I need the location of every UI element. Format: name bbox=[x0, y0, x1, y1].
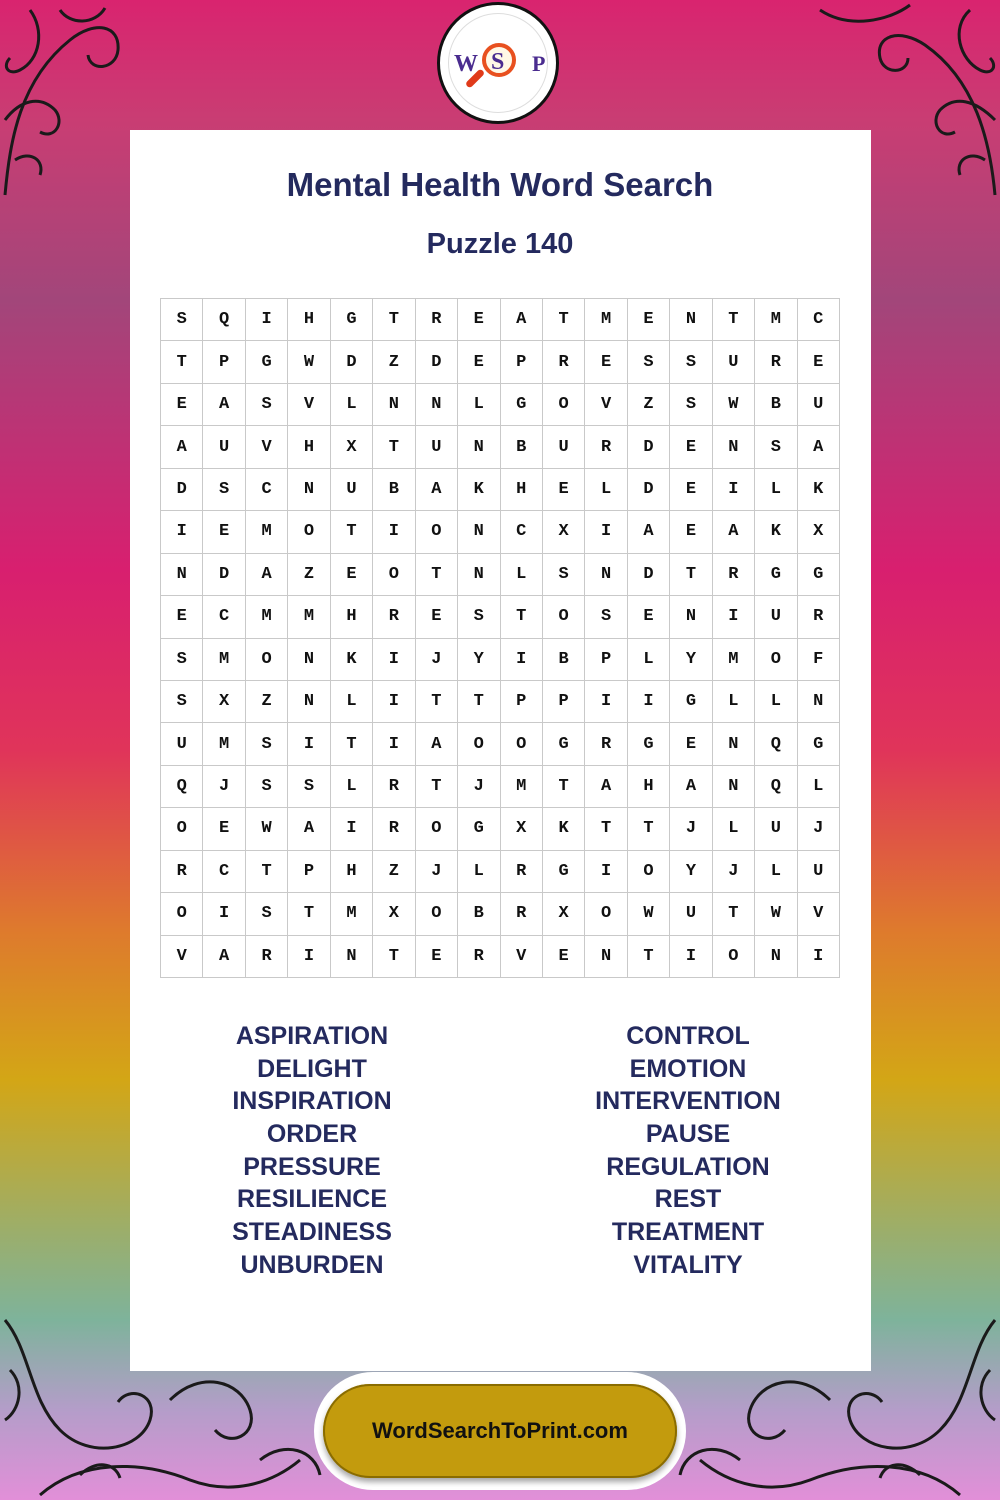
grid-cell[interactable]: G bbox=[628, 723, 670, 765]
grid-cell[interactable]: S bbox=[585, 596, 627, 638]
grid-cell[interactable]: T bbox=[373, 426, 415, 468]
word-list-item: REGULATION bbox=[606, 1152, 770, 1181]
grid-cell[interactable]: S bbox=[161, 681, 203, 723]
grid-cell[interactable]: P bbox=[543, 681, 585, 723]
grid-cell[interactable]: H bbox=[628, 766, 670, 808]
grid-cell[interactable]: A bbox=[585, 766, 627, 808]
grid-cell[interactable]: R bbox=[373, 596, 415, 638]
grid-cell[interactable]: N bbox=[798, 681, 840, 723]
grid-cell[interactable]: V bbox=[288, 384, 330, 426]
logo-letter-p: P bbox=[532, 51, 546, 76]
grid-cell[interactable]: W bbox=[713, 384, 755, 426]
grid-cell[interactable]: X bbox=[501, 808, 543, 850]
grid-cell[interactable]: N bbox=[161, 554, 203, 596]
grid-cell[interactable]: A bbox=[670, 766, 712, 808]
word-list-item: RESILIENCE bbox=[236, 1185, 388, 1214]
grid-cell[interactable]: U bbox=[543, 426, 585, 468]
grid-cell[interactable]: F bbox=[798, 639, 840, 681]
grid-cell[interactable]: R bbox=[543, 341, 585, 383]
grid-cell[interactable]: L bbox=[713, 808, 755, 850]
grid-cell[interactable]: O bbox=[373, 554, 415, 596]
grid-cell[interactable]: H bbox=[501, 469, 543, 511]
grid-cell[interactable]: Y bbox=[670, 639, 712, 681]
grid-cell[interactable]: D bbox=[161, 469, 203, 511]
grid-cell[interactable]: E bbox=[628, 299, 670, 341]
word-list-item: ORDER bbox=[266, 1120, 358, 1149]
grid-cell[interactable]: V bbox=[501, 936, 543, 978]
grid-cell[interactable]: E bbox=[670, 723, 712, 765]
grid-cell[interactable]: T bbox=[331, 511, 373, 553]
grid-cell[interactable]: U bbox=[161, 723, 203, 765]
grid-cell[interactable]: S bbox=[543, 554, 585, 596]
grid-cell[interactable]: L bbox=[501, 554, 543, 596]
grid-cell[interactable]: G bbox=[543, 851, 585, 893]
grid-cell[interactable]: B bbox=[755, 384, 797, 426]
grid-cell[interactable]: A bbox=[713, 511, 755, 553]
grid-cell[interactable]: E bbox=[628, 596, 670, 638]
grid-cell[interactable]: G bbox=[543, 723, 585, 765]
grid-cell[interactable]: M bbox=[501, 766, 543, 808]
grid-cell[interactable]: E bbox=[416, 596, 458, 638]
grid-cell[interactable]: I bbox=[373, 723, 415, 765]
grid-cell[interactable]: E bbox=[161, 384, 203, 426]
grid-cell[interactable]: M bbox=[246, 511, 288, 553]
grid-cell[interactable]: O bbox=[713, 936, 755, 978]
grid-cell[interactable]: R bbox=[585, 426, 627, 468]
grid-cell[interactable]: M bbox=[246, 596, 288, 638]
grid-cell[interactable]: U bbox=[798, 384, 840, 426]
grid-cell[interactable]: O bbox=[246, 639, 288, 681]
grid-cell[interactable]: N bbox=[288, 639, 330, 681]
grid-cell[interactable]: L bbox=[628, 639, 670, 681]
grid-cell[interactable]: N bbox=[755, 936, 797, 978]
grid-cell[interactable]: T bbox=[628, 936, 670, 978]
grid-cell[interactable]: G bbox=[798, 554, 840, 596]
grid-cell[interactable]: U bbox=[203, 426, 245, 468]
word-list-item: UNBURDEN bbox=[240, 1250, 384, 1279]
grid-cell[interactable]: X bbox=[331, 426, 373, 468]
grid-cell[interactable]: W bbox=[246, 808, 288, 850]
grid-cell[interactable]: N bbox=[416, 384, 458, 426]
grid-cell[interactable]: K bbox=[755, 511, 797, 553]
grid-cell[interactable]: N bbox=[458, 511, 500, 553]
grid-cell[interactable]: C bbox=[501, 511, 543, 553]
grid-cell[interactable]: I bbox=[203, 893, 245, 935]
grid-cell[interactable]: O bbox=[543, 596, 585, 638]
grid-cell[interactable]: S bbox=[670, 384, 712, 426]
word-list-item: CONTROL bbox=[626, 1022, 750, 1050]
word-list-item: INTERVENTION bbox=[595, 1087, 781, 1116]
grid-cell[interactable]: U bbox=[755, 808, 797, 850]
grid-cell[interactable]: O bbox=[416, 511, 458, 553]
grid-cell[interactable]: T bbox=[543, 766, 585, 808]
grid-cell[interactable]: A bbox=[798, 426, 840, 468]
grid-cell[interactable]: R bbox=[755, 341, 797, 383]
grid-cell[interactable]: T bbox=[246, 851, 288, 893]
grid-cell[interactable]: J bbox=[713, 851, 755, 893]
site-link-button[interactable]: WordSearchToPrint.com bbox=[323, 1384, 677, 1478]
grid-cell[interactable]: N bbox=[670, 299, 712, 341]
grid-cell[interactable]: M bbox=[331, 893, 373, 935]
grid-cell[interactable]: I bbox=[501, 639, 543, 681]
grid-cell[interactable]: I bbox=[713, 596, 755, 638]
grid-cell[interactable]: R bbox=[501, 893, 543, 935]
grid-cell[interactable]: U bbox=[713, 341, 755, 383]
grid-cell[interactable]: O bbox=[543, 384, 585, 426]
grid-cell[interactable]: S bbox=[246, 384, 288, 426]
grid-cell[interactable]: I bbox=[288, 936, 330, 978]
grid-cell[interactable]: C bbox=[798, 299, 840, 341]
grid-cell[interactable]: G bbox=[331, 299, 373, 341]
grid-cell[interactable]: J bbox=[203, 766, 245, 808]
grid-cell[interactable]: B bbox=[373, 469, 415, 511]
grid-cell[interactable]: G bbox=[501, 384, 543, 426]
grid-cell[interactable]: J bbox=[670, 808, 712, 850]
grid-cell[interactable]: P bbox=[501, 341, 543, 383]
grid-cell[interactable]: N bbox=[670, 596, 712, 638]
grid-cell[interactable]: T bbox=[416, 554, 458, 596]
grid-cell[interactable]: T bbox=[373, 936, 415, 978]
grid-cell[interactable]: L bbox=[331, 384, 373, 426]
grid-cell[interactable]: L bbox=[458, 384, 500, 426]
logo-letter-s: S bbox=[491, 49, 505, 75]
grid-cell[interactable]: Q bbox=[755, 766, 797, 808]
grid-cell[interactable]: Q bbox=[203, 299, 245, 341]
grid-cell[interactable]: U bbox=[798, 851, 840, 893]
grid-cell[interactable]: E bbox=[543, 469, 585, 511]
grid-cell[interactable]: I bbox=[585, 681, 627, 723]
grid-cell[interactable]: M bbox=[203, 723, 245, 765]
grid-cell[interactable]: C bbox=[246, 469, 288, 511]
grid-cell[interactable]: R bbox=[161, 851, 203, 893]
grid-cell[interactable]: I bbox=[628, 681, 670, 723]
grid-cell[interactable]: J bbox=[416, 851, 458, 893]
grid-cell[interactable]: B bbox=[458, 893, 500, 935]
grid-cell[interactable]: T bbox=[501, 596, 543, 638]
grid-cell[interactable]: J bbox=[458, 766, 500, 808]
grid-cell[interactable]: N bbox=[288, 469, 330, 511]
grid-cell[interactable]: E bbox=[670, 511, 712, 553]
grid-cell[interactable]: S bbox=[246, 893, 288, 935]
grid-cell[interactable]: S bbox=[161, 639, 203, 681]
word-list-item: REST bbox=[654, 1185, 722, 1214]
grid-cell[interactable]: V bbox=[798, 893, 840, 935]
grid-cell[interactable]: U bbox=[670, 893, 712, 935]
grid-cell[interactable]: L bbox=[713, 681, 755, 723]
word-list-item: ASPIRATION bbox=[235, 1022, 389, 1050]
grid-cell[interactable]: O bbox=[416, 893, 458, 935]
grid-cell[interactable]: D bbox=[628, 554, 670, 596]
grid-cell[interactable]: Z bbox=[288, 554, 330, 596]
grid-cell[interactable]: O bbox=[458, 723, 500, 765]
grid-cell[interactable]: G bbox=[670, 681, 712, 723]
grid-cell[interactable]: R bbox=[798, 596, 840, 638]
grid-cell[interactable]: Z bbox=[373, 851, 415, 893]
grid-cell[interactable]: E bbox=[670, 469, 712, 511]
grid-cell[interactable]: T bbox=[288, 893, 330, 935]
grid-cell[interactable]: O bbox=[416, 808, 458, 850]
grid-cell[interactable]: C bbox=[203, 596, 245, 638]
grid-cell[interactable]: N bbox=[713, 426, 755, 468]
grid-cell[interactable]: S bbox=[246, 766, 288, 808]
grid-cell[interactable]: T bbox=[331, 723, 373, 765]
grid-cell[interactable]: G bbox=[458, 808, 500, 850]
grid-cell[interactable]: L bbox=[798, 766, 840, 808]
grid-cell[interactable]: X bbox=[543, 511, 585, 553]
grid-cell[interactable]: R bbox=[416, 299, 458, 341]
grid-cell[interactable]: Q bbox=[755, 723, 797, 765]
grid-cell[interactable]: T bbox=[458, 681, 500, 723]
grid-cell[interactable]: I bbox=[585, 851, 627, 893]
grid-cell[interactable]: Y bbox=[458, 639, 500, 681]
grid-cell[interactable]: N bbox=[373, 384, 415, 426]
grid-cell[interactable]: O bbox=[161, 893, 203, 935]
grid-cell[interactable]: N bbox=[585, 554, 627, 596]
grid-cell[interactable]: A bbox=[416, 723, 458, 765]
grid-cell[interactable]: Q bbox=[161, 766, 203, 808]
grid-cell[interactable]: D bbox=[628, 469, 670, 511]
grid-cell[interactable]: E bbox=[161, 596, 203, 638]
grid-cell[interactable]: T bbox=[713, 893, 755, 935]
grid-cell[interactable]: I bbox=[373, 681, 415, 723]
grid-cell[interactable]: T bbox=[585, 808, 627, 850]
grid-cell[interactable]: S bbox=[161, 299, 203, 341]
grid-cell[interactable]: K bbox=[458, 469, 500, 511]
puzzle-number: Puzzle 140 bbox=[426, 228, 574, 260]
grid-cell[interactable]: G bbox=[798, 723, 840, 765]
grid-cell[interactable]: Y bbox=[670, 851, 712, 893]
grid-cell[interactable]: V bbox=[585, 384, 627, 426]
word-list-item: VITALITY bbox=[633, 1250, 743, 1279]
grid-cell[interactable]: T bbox=[713, 299, 755, 341]
grid-cell[interactable]: S bbox=[246, 723, 288, 765]
grid-cell[interactable]: A bbox=[501, 299, 543, 341]
grid-cell[interactable]: O bbox=[501, 723, 543, 765]
grid-cell[interactable]: I bbox=[246, 299, 288, 341]
grid-cell[interactable]: E bbox=[203, 511, 245, 553]
grid-cell[interactable]: E bbox=[331, 554, 373, 596]
grid-cell[interactable]: P bbox=[585, 639, 627, 681]
grid-cell[interactable]: I bbox=[373, 639, 415, 681]
grid-cell[interactable]: B bbox=[543, 639, 585, 681]
word-list-item: INSPIRATION bbox=[232, 1087, 392, 1116]
grid-cell[interactable]: S bbox=[628, 341, 670, 383]
grid-cell[interactable]: O bbox=[628, 851, 670, 893]
grid-cell[interactable]: W bbox=[288, 341, 330, 383]
grid-cell[interactable]: L bbox=[585, 469, 627, 511]
grid-cell[interactable]: E bbox=[670, 426, 712, 468]
grid-cell[interactable]: O bbox=[755, 639, 797, 681]
grid-cell[interactable]: K bbox=[331, 639, 373, 681]
grid-cell[interactable]: S bbox=[670, 341, 712, 383]
grid-cell[interactable]: L bbox=[755, 469, 797, 511]
word-list-item: EMOTION bbox=[629, 1054, 747, 1083]
grid-cell[interactable]: T bbox=[161, 341, 203, 383]
grid-cell[interactable]: M bbox=[713, 639, 755, 681]
grid-cell[interactable]: U bbox=[416, 426, 458, 468]
grid-cell[interactable]: E bbox=[203, 808, 245, 850]
grid-cell[interactable]: I bbox=[331, 808, 373, 850]
grid-cell[interactable]: N bbox=[331, 936, 373, 978]
word-list-item: PAUSE bbox=[645, 1120, 731, 1149]
grid-cell[interactable]: M bbox=[288, 596, 330, 638]
grid-cell[interactable]: D bbox=[331, 341, 373, 383]
grid-cell[interactable]: L bbox=[331, 766, 373, 808]
grid-cell[interactable]: K bbox=[543, 808, 585, 850]
grid-cell[interactable]: V bbox=[246, 426, 288, 468]
grid-cell[interactable]: R bbox=[501, 851, 543, 893]
grid-cell[interactable]: T bbox=[670, 554, 712, 596]
grid-cell[interactable]: U bbox=[331, 469, 373, 511]
grid-cell[interactable]: S bbox=[288, 766, 330, 808]
grid-cell[interactable]: H bbox=[288, 299, 330, 341]
grid-cell[interactable]: A bbox=[416, 469, 458, 511]
grid-cell[interactable]: J bbox=[798, 808, 840, 850]
grid-cell[interactable]: V bbox=[161, 936, 203, 978]
grid-cell[interactable]: T bbox=[373, 299, 415, 341]
grid-cell[interactable]: H bbox=[331, 596, 373, 638]
grid-cell[interactable]: A bbox=[161, 426, 203, 468]
grid-cell[interactable]: I bbox=[288, 723, 330, 765]
grid-cell[interactable]: I bbox=[798, 936, 840, 978]
grid-cell[interactable]: S bbox=[203, 469, 245, 511]
grid-cell[interactable]: P bbox=[501, 681, 543, 723]
grid-cell[interactable]: T bbox=[628, 808, 670, 850]
grid-cell[interactable]: I bbox=[670, 936, 712, 978]
grid-cell[interactable]: U bbox=[755, 596, 797, 638]
word-list-item: PRESSURE bbox=[243, 1152, 381, 1181]
word-list-left bbox=[162, 1020, 462, 1282]
grid-cell[interactable]: G bbox=[755, 554, 797, 596]
grid-cell[interactable]: L bbox=[331, 681, 373, 723]
grid-cell[interactable]: L bbox=[755, 851, 797, 893]
grid-cell[interactable]: G bbox=[246, 341, 288, 383]
word-list-item: STEADINESS bbox=[232, 1218, 392, 1247]
grid-cell[interactable]: D bbox=[203, 554, 245, 596]
grid-cell[interactable]: L bbox=[755, 681, 797, 723]
grid-cell[interactable]: X bbox=[543, 893, 585, 935]
site-logo[interactable] bbox=[437, 2, 559, 124]
grid-cell[interactable]: I bbox=[161, 511, 203, 553]
grid-cell[interactable]: M bbox=[203, 639, 245, 681]
grid-cell[interactable]: A bbox=[203, 936, 245, 978]
grid-cell[interactable]: E bbox=[458, 341, 500, 383]
grid-cell[interactable]: E bbox=[543, 936, 585, 978]
grid-cell[interactable]: N bbox=[458, 426, 500, 468]
grid-cell[interactable]: T bbox=[416, 766, 458, 808]
grid-cell[interactable]: O bbox=[288, 511, 330, 553]
grid-cell[interactable]: M bbox=[585, 299, 627, 341]
grid-cell[interactable]: M bbox=[755, 299, 797, 341]
letter-grid bbox=[160, 298, 840, 978]
grid-cell[interactable]: A bbox=[203, 384, 245, 426]
grid-cell[interactable]: D bbox=[416, 341, 458, 383]
grid-cell[interactable]: N bbox=[585, 936, 627, 978]
grid-cell[interactable]: E bbox=[585, 341, 627, 383]
grid-cell[interactable]: O bbox=[585, 893, 627, 935]
grid-cell[interactable]: X bbox=[373, 893, 415, 935]
grid-cell[interactable]: Z bbox=[246, 681, 288, 723]
grid-cell[interactable]: R bbox=[246, 936, 288, 978]
grid-cell[interactable]: D bbox=[628, 426, 670, 468]
grid-cell[interactable]: R bbox=[585, 723, 627, 765]
logo-letter-w: W bbox=[454, 51, 478, 77]
grid-cell[interactable]: I bbox=[373, 511, 415, 553]
grid-cell[interactable]: I bbox=[713, 469, 755, 511]
grid-cell[interactable]: R bbox=[458, 936, 500, 978]
grid-cell[interactable]: O bbox=[161, 808, 203, 850]
grid-cell[interactable]: R bbox=[713, 554, 755, 596]
grid-cell[interactable]: E bbox=[416, 936, 458, 978]
grid-cell[interactable]: H bbox=[331, 851, 373, 893]
grid-cell[interactable]: Z bbox=[373, 341, 415, 383]
grid-cell[interactable]: X bbox=[203, 681, 245, 723]
grid-cell[interactable]: E bbox=[458, 299, 500, 341]
grid-cell[interactable]: A bbox=[246, 554, 288, 596]
grid-cell[interactable]: R bbox=[373, 766, 415, 808]
grid-cell[interactable]: P bbox=[288, 851, 330, 893]
grid-cell[interactable]: R bbox=[373, 808, 415, 850]
grid-cell[interactable]: J bbox=[416, 639, 458, 681]
grid-cell[interactable]: S bbox=[755, 426, 797, 468]
grid-cell[interactable]: H bbox=[288, 426, 330, 468]
grid-cell[interactable]: W bbox=[628, 893, 670, 935]
grid-cell[interactable]: X bbox=[798, 511, 840, 553]
grid-cell[interactable]: A bbox=[288, 808, 330, 850]
word-list-item: TREATMENT bbox=[611, 1218, 765, 1247]
grid-cell[interactable]: S bbox=[458, 596, 500, 638]
page-title: Mental Health Word Search bbox=[286, 166, 714, 203]
grid-cell[interactable]: W bbox=[755, 893, 797, 935]
grid-cell[interactable]: B bbox=[501, 426, 543, 468]
grid-cell[interactable]: E bbox=[798, 341, 840, 383]
grid-cell[interactable]: K bbox=[798, 469, 840, 511]
grid-cell[interactable]: C bbox=[203, 851, 245, 893]
grid-cell[interactable]: N bbox=[288, 681, 330, 723]
grid-cell[interactable]: N bbox=[713, 766, 755, 808]
grid-cell[interactable]: N bbox=[458, 554, 500, 596]
word-list-right bbox=[538, 1020, 838, 1282]
word-list-item: DELIGHT bbox=[257, 1054, 367, 1083]
grid-cell[interactable]: P bbox=[203, 341, 245, 383]
grid-cell[interactable]: T bbox=[543, 299, 585, 341]
grid-cell[interactable]: Z bbox=[628, 384, 670, 426]
grid-cell[interactable]: I bbox=[585, 511, 627, 553]
grid-cell[interactable]: N bbox=[713, 723, 755, 765]
grid-cell[interactable]: A bbox=[628, 511, 670, 553]
grid-cell[interactable]: L bbox=[458, 851, 500, 893]
grid-cell[interactable]: T bbox=[416, 681, 458, 723]
